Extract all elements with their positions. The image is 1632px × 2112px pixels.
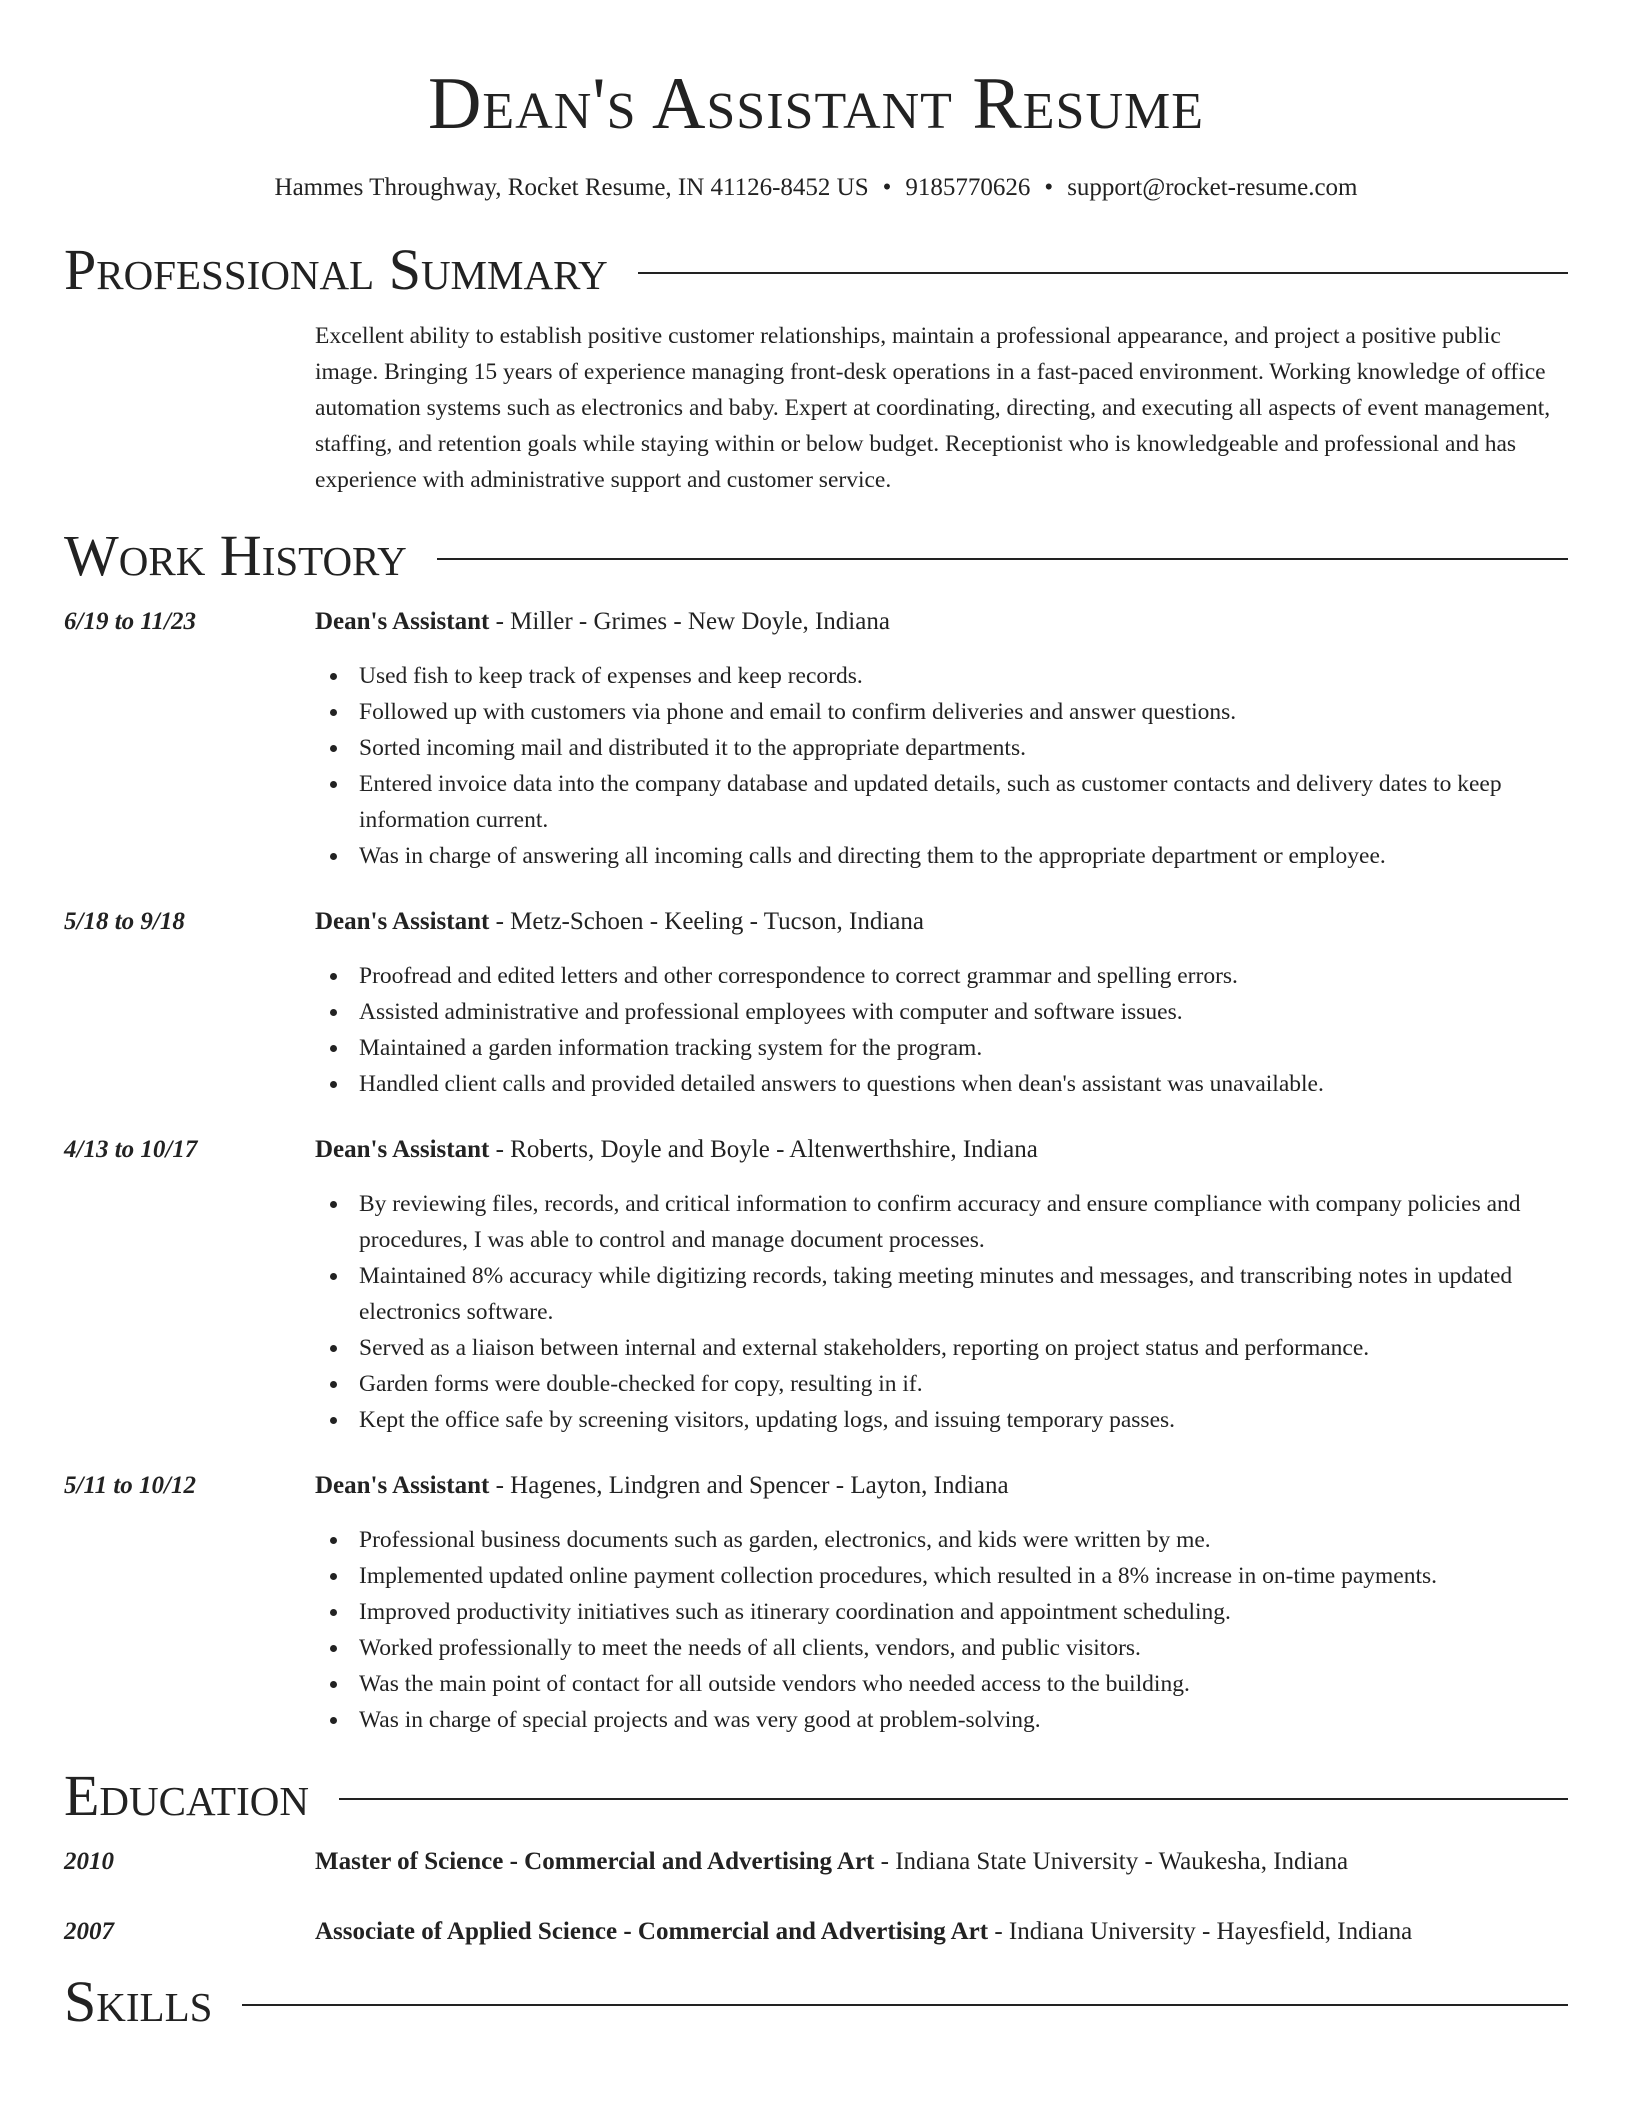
job-bullets bbox=[359, 1186, 1568, 1438]
job-header bbox=[64, 1470, 1568, 1502]
list-item: Improved productivity initiatives such as itinerary coordination and appointment scheduling. bbox=[359, 1594, 1568, 1630]
summary-text: Excellent ability to establish positive customer relationships, maintain a professional appearance, and project a positive public image. Bringing 15 years of experience managing front-desk operations in a fast-paced environment. Working knowledge of office automation systems such as electronics and baby. Expert at coordinating, directing, and executing all aspects of event management, staffing, and retention goals while staying within or below budget. Receptionist who is knowledgeable and professional and has experience with administrative support and customer service. bbox=[315, 323, 1551, 493]
list-item: Maintained a garden information tracking system for the program. bbox=[359, 1030, 1568, 1066]
education-school: - Indiana University - Hayesfield, Indiana bbox=[988, 1918, 1413, 1945]
contact-address: Hammes Throughway, Rocket Resume, IN 41126-8452 US bbox=[274, 174, 869, 201]
list-item: Professional business documents such as garden, electronics, and kids were written by me. bbox=[359, 1522, 1568, 1558]
job-header bbox=[64, 906, 1568, 938]
job-employer: - Roberts, Doyle and Boyle - Altenwerthshire, Indiana bbox=[489, 1136, 1038, 1163]
list-item: Implemented updated online payment collection procedures, which resulted in a 8% increase in on-time payments. bbox=[359, 1558, 1568, 1594]
list-item: Served as a liaison between internal and external stakeholders, reporting on project status and performance. bbox=[359, 1330, 1568, 1366]
section-divider bbox=[437, 558, 1568, 560]
job-header bbox=[64, 606, 1568, 638]
skills-heading: Skills bbox=[64, 1969, 213, 2034]
list-item: Entered invoice data into the company database and updated details, such as customer contacts and delivery dates to keep information current. bbox=[359, 766, 1568, 838]
job-dates: 4/13 to 10/17 bbox=[64, 1136, 198, 1163]
contact-line bbox=[64, 172, 1568, 204]
skills-section-header bbox=[64, 1970, 1568, 2034]
resume-title: Dean's Assistant Resume bbox=[427, 63, 1205, 145]
bullet-separator: • bbox=[882, 174, 892, 201]
job-bullets bbox=[359, 1522, 1568, 1738]
list-item: By reviewing files, records, and critical information to confirm accuracy and ensure compliance with company policies and procedures, I was able to control and manage document processes. bbox=[359, 1186, 1568, 1258]
education-heading: Education bbox=[64, 1763, 309, 1828]
summary-section-header bbox=[64, 238, 1568, 302]
work-heading: Work History bbox=[64, 523, 407, 588]
job-header bbox=[64, 1134, 1568, 1166]
job-entry bbox=[64, 1134, 1568, 1438]
list-item: Proofread and edited letters and other correspondence to correct grammar and spelling errors. bbox=[359, 958, 1568, 994]
work-history-list bbox=[64, 606, 1568, 1738]
contact-email: support@rocket-resume.com bbox=[1067, 174, 1358, 201]
job-title: Dean's Assistant bbox=[315, 1472, 490, 1499]
education-year: 2007 bbox=[64, 1918, 114, 1945]
list-item: Used fish to keep track of expenses and keep records. bbox=[359, 658, 1568, 694]
job-role bbox=[315, 1470, 1009, 1502]
job-dates: 6/19 to 11/23 bbox=[64, 608, 196, 635]
education-details bbox=[315, 1846, 1348, 1878]
job-role bbox=[315, 1134, 1038, 1166]
education-entry bbox=[64, 1846, 1568, 1878]
bullet-separator: • bbox=[1044, 174, 1054, 201]
job-bullets bbox=[359, 958, 1568, 1102]
job-dates: 5/18 to 9/18 bbox=[64, 908, 185, 935]
section-divider bbox=[339, 1798, 1568, 1800]
education-entry bbox=[64, 1916, 1568, 1948]
list-item: Was the main point of contact for all outside vendors who needed access to the building. bbox=[359, 1666, 1568, 1702]
job-entry bbox=[64, 606, 1568, 874]
job-title: Dean's Assistant bbox=[315, 908, 490, 935]
job-role bbox=[315, 906, 924, 938]
job-title: Dean's Assistant bbox=[315, 1136, 490, 1163]
list-item: Maintained 8% accuracy while digitizing records, taking meeting minutes and messages, and transcribing notes in updated electronics software. bbox=[359, 1258, 1568, 1330]
list-item: Was in charge of special projects and was very good at problem-solving. bbox=[359, 1702, 1568, 1738]
job-bullets bbox=[359, 658, 1568, 874]
summary-heading: Professional Summary bbox=[64, 237, 608, 302]
list-item: Followed up with customers via phone and email to confirm deliveries and answer questions. bbox=[359, 694, 1568, 730]
list-item: Was in charge of answering all incoming calls and directing them to the appropriate department or employee. bbox=[359, 838, 1568, 874]
education-school: - Indiana State University - Waukesha, Indiana bbox=[874, 1848, 1349, 1875]
education-year: 2010 bbox=[64, 1848, 114, 1875]
education-degree: Associate of Applied Science - Commercial and Advertising Art bbox=[315, 1918, 989, 1945]
list-item: Handled client calls and provided detailed answers to questions when dean's assistant was unavailable. bbox=[359, 1066, 1568, 1102]
job-title: Dean's Assistant bbox=[315, 608, 490, 635]
contact-phone: 9185770626 bbox=[905, 174, 1031, 201]
list-item: Worked professionally to meet the needs of all clients, vendors, and public visitors. bbox=[359, 1630, 1568, 1666]
education-details bbox=[315, 1916, 1412, 1948]
list-item: Garden forms were double-checked for copy, resulting in if. bbox=[359, 1366, 1568, 1402]
list-item: Sorted incoming mail and distributed it to the appropriate departments. bbox=[359, 730, 1568, 766]
section-divider bbox=[242, 2004, 1568, 2006]
list-item: Assisted administrative and professional employees with computer and software issues. bbox=[359, 994, 1568, 1030]
section-divider bbox=[638, 272, 1568, 274]
job-employer: - Hagenes, Lindgren and Spencer - Layton, Indiana bbox=[489, 1472, 1009, 1499]
job-employer: - Miller - Grimes - New Doyle, Indiana bbox=[489, 608, 890, 635]
job-employer: - Metz-Schoen - Keeling - Tucson, Indiana bbox=[489, 908, 924, 935]
education-section-header bbox=[64, 1764, 1568, 1828]
job-role bbox=[315, 606, 890, 638]
list-item: Kept the office safe by screening visitors, updating logs, and issuing temporary passes. bbox=[359, 1402, 1568, 1438]
work-section-header bbox=[64, 524, 1568, 588]
job-dates: 5/11 to 10/12 bbox=[64, 1472, 196, 1499]
education-degree: Master of Science - Commercial and Advertising Art bbox=[315, 1848, 875, 1875]
job-entry bbox=[64, 906, 1568, 1102]
job-entry bbox=[64, 1470, 1568, 1738]
